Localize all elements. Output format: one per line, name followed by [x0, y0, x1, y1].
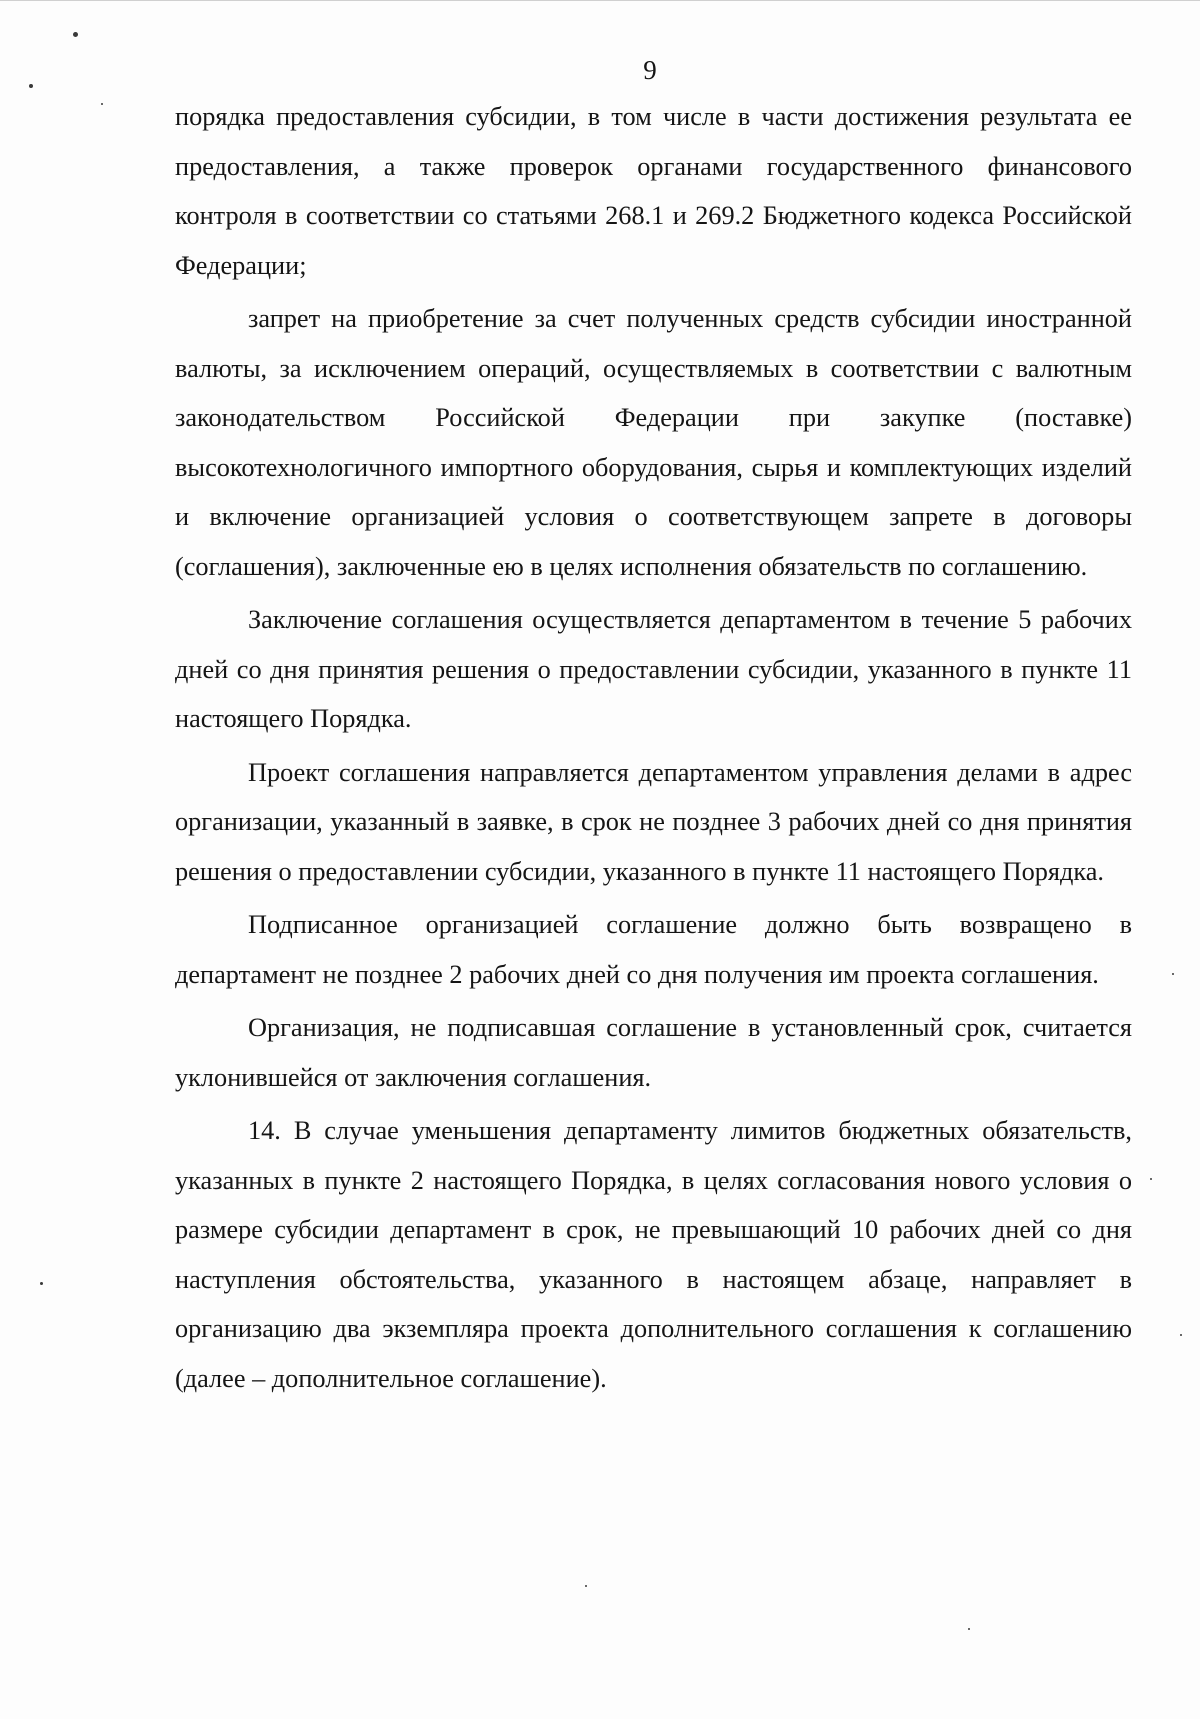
paragraph-control-procedure: порядка предоставления субсидии, в том числе в части достижения результата ее предоставления, а также проверок органами государственного финансового контроля в соответствии со статьями 268.1 и 269.2 Бюджетного кодекса Российской Федерации; [175, 102, 1132, 280]
paragraph-agreement-conclusion: Заключение соглашения осуществляется департаментом в течение 5 рабочих дней со дня принятия решения о предоставлении субсидии, указанного в пункте 11 настоящего Порядка. [175, 605, 1132, 733]
scan-speck [73, 32, 78, 37]
scan-speck [585, 1585, 587, 1587]
scan-speck [40, 1282, 43, 1285]
paragraph-currency-ban: запрет на приобретение за счет полученных средств субсидии иностранной валюты, за исключением операций, осуществляемых в соответствии с валютным законодательством Российской Федерации при закупке (поставке) высокотехнологичного импортного оборудования, сырья и комплектующих изделий и включение организацией условия о соответствующем запрете в договоры (соглашения), заключенные ею в целях исполнения обязательств по соглашению. [175, 304, 1132, 581]
paragraph-signed-agreement: Подписанное организацией соглашение должно быть возвращено в департамент не позднее 2 рабочих дней со дня получения им проекта соглашения. [175, 910, 1132, 989]
scan-speck [1180, 1334, 1182, 1336]
scan-speck [101, 103, 103, 105]
scan-speck [968, 1628, 970, 1630]
document-body [175, 92, 1132, 1407]
scan-speck [1172, 973, 1174, 975]
scan-speck [29, 84, 33, 88]
page-number: 9 [643, 55, 657, 85]
paragraph-item-14: 14. В случае уменьшения департаменту лимитов бюджетных обязательств, указанных в пункте 2 настоящего Порядка, в целях согласования нового условия о размере субсидии департамент в срок, не превышающий 10 рабочих дней со дня наступления обстоятельства, указанного в настоящем абзаце, направляет в организацию два экземпляра проекта дополнительного соглашения к соглашению (далее – дополнительное соглашение). [175, 1116, 1132, 1393]
paragraph-agreement-draft: Проект соглашения направляется департаментом управления делами в адрес организации, указанный в заявке, в срок не позднее 3 рабочих дней со дня принятия решения о предоставлении субсидии, указанного в пункте 11 настоящего Порядка. [175, 757, 1132, 886]
paragraph-evasion: Организация, не подписавшая соглашение в установленный срок, считается уклонившейся от заключения соглашения. [175, 1013, 1132, 1092]
scan-speck [1150, 1178, 1152, 1180]
page-edge [0, 0, 1200, 1]
